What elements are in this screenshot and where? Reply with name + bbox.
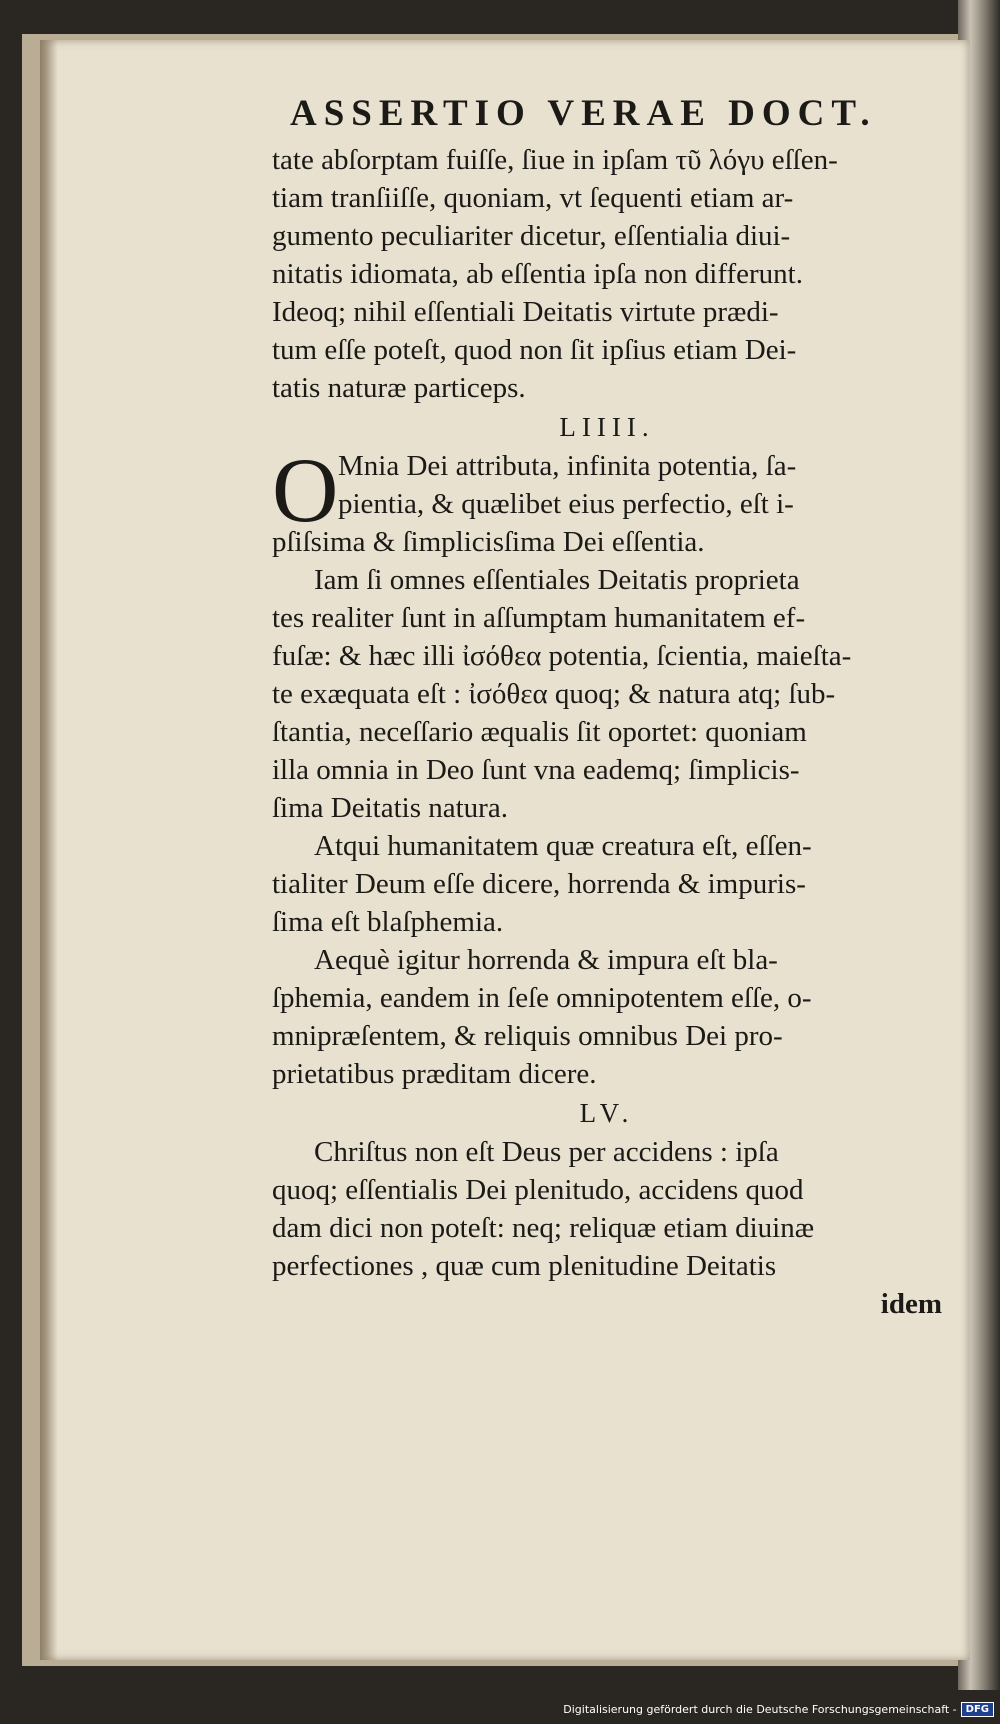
- text-line: tatis naturæ particeps.: [272, 372, 526, 404]
- text-line: tate abſorptam fuiſſe, ſiue in ipſam τῦ λόγυ eſſen-: [272, 144, 838, 176]
- digitization-credit: [563, 1700, 994, 1718]
- section-number: LV.: [579, 1098, 635, 1128]
- text-line: illa omnia in Deo ſunt vna eademq; ſimplicis-: [272, 754, 800, 786]
- text-line: ſtantia, neceſſario æqualis ſit oportet: quoniam: [272, 716, 807, 748]
- text-line: dam dici non poteſt: neq; reliquæ etiam diuinæ: [272, 1212, 815, 1244]
- text-line: mnipræſentem, & reliquis omnibus Dei pro-: [272, 1020, 783, 1052]
- text-line: tiam tranſiiſſe, quoniam, vt ſequenti etiam ar-: [272, 182, 794, 214]
- text-line: Mnia Dei attributa, infinita potentia, ſa-: [338, 450, 797, 482]
- paragraph-continuation: [272, 141, 942, 407]
- text-line: pientia, & quælibet eius perfectio, eſt i-: [338, 488, 794, 520]
- text-line: nitatis idiomata, ab eſſentia ipſa non differunt.: [272, 258, 803, 290]
- text-line: Atqui humanitatem quæ creatura eſt, eſſen-: [314, 830, 812, 862]
- paragraph-christus: [272, 1133, 942, 1285]
- page-text: [272, 92, 942, 1323]
- credit-text: Digitalisierung gefördert durch die Deutsche Forschungsgemeinschaft -: [563, 1702, 957, 1716]
- text-line: quoq; eſſentialis Dei plenitudo, accidens quod: [272, 1174, 804, 1206]
- text-line: te exæquata eſt : ἰσόθεα quoq; & natura atq; ſub-: [272, 678, 836, 710]
- text-line: tes realiter ſunt in aſſumptam humanitatem ef-: [272, 602, 806, 634]
- paragraph-atqui: [272, 827, 942, 941]
- text-line: tum eſſe poteſt, quod non ſit ipſius etiam Dei-: [272, 334, 797, 366]
- text-line: Iam ſi omnes eſſentiales Deitatis proprieta: [314, 564, 800, 596]
- text-line: pſiſsima & ſimplicisſima Dei eſſentia.: [272, 526, 705, 558]
- text-line: ſphemia, eandem in ſeſe omnipotentem eſſe, o-: [272, 982, 812, 1014]
- text-line: Aequè igitur horrenda & impura eſt bla-: [314, 944, 778, 976]
- section-paragraph: [272, 439, 942, 561]
- paragraph-aeque: [272, 941, 942, 1093]
- text-line: ſima Deitatis natura.: [272, 792, 508, 824]
- text-line: ſima eſt blaſphemia.: [272, 906, 504, 938]
- text-line: gumento peculiariter dicetur, eſſentialia diui-: [272, 220, 791, 252]
- text-line: perfectiones , quæ cum plenitudine Deitatis: [272, 1250, 777, 1282]
- paragraph-iam: [272, 561, 942, 827]
- text-line: Chriſtus non eſt Deus per accidens : ipſa: [314, 1136, 779, 1168]
- catchword: idem: [880, 1288, 942, 1320]
- text-line: prietatibus præditam dicere.: [272, 1058, 597, 1090]
- drop-cap: O: [272, 439, 339, 541]
- text-line: tialiter Deum eſſe dicere, horrenda & impuris-: [272, 868, 806, 900]
- text-line: Ideoq; nihil eſſentiali Deitatis virtute prædi-: [272, 296, 779, 328]
- dfg-logo: DFG: [961, 1702, 994, 1717]
- running-head: ASSERTIO VERAE DOCT.: [290, 93, 877, 134]
- section-number: LIIII.: [559, 412, 655, 442]
- gutter-shadow: [40, 40, 58, 1660]
- text-line: fuſæ: & hæc illi ἰσόθεα potentia, ſcientia, maieſta-: [272, 640, 852, 672]
